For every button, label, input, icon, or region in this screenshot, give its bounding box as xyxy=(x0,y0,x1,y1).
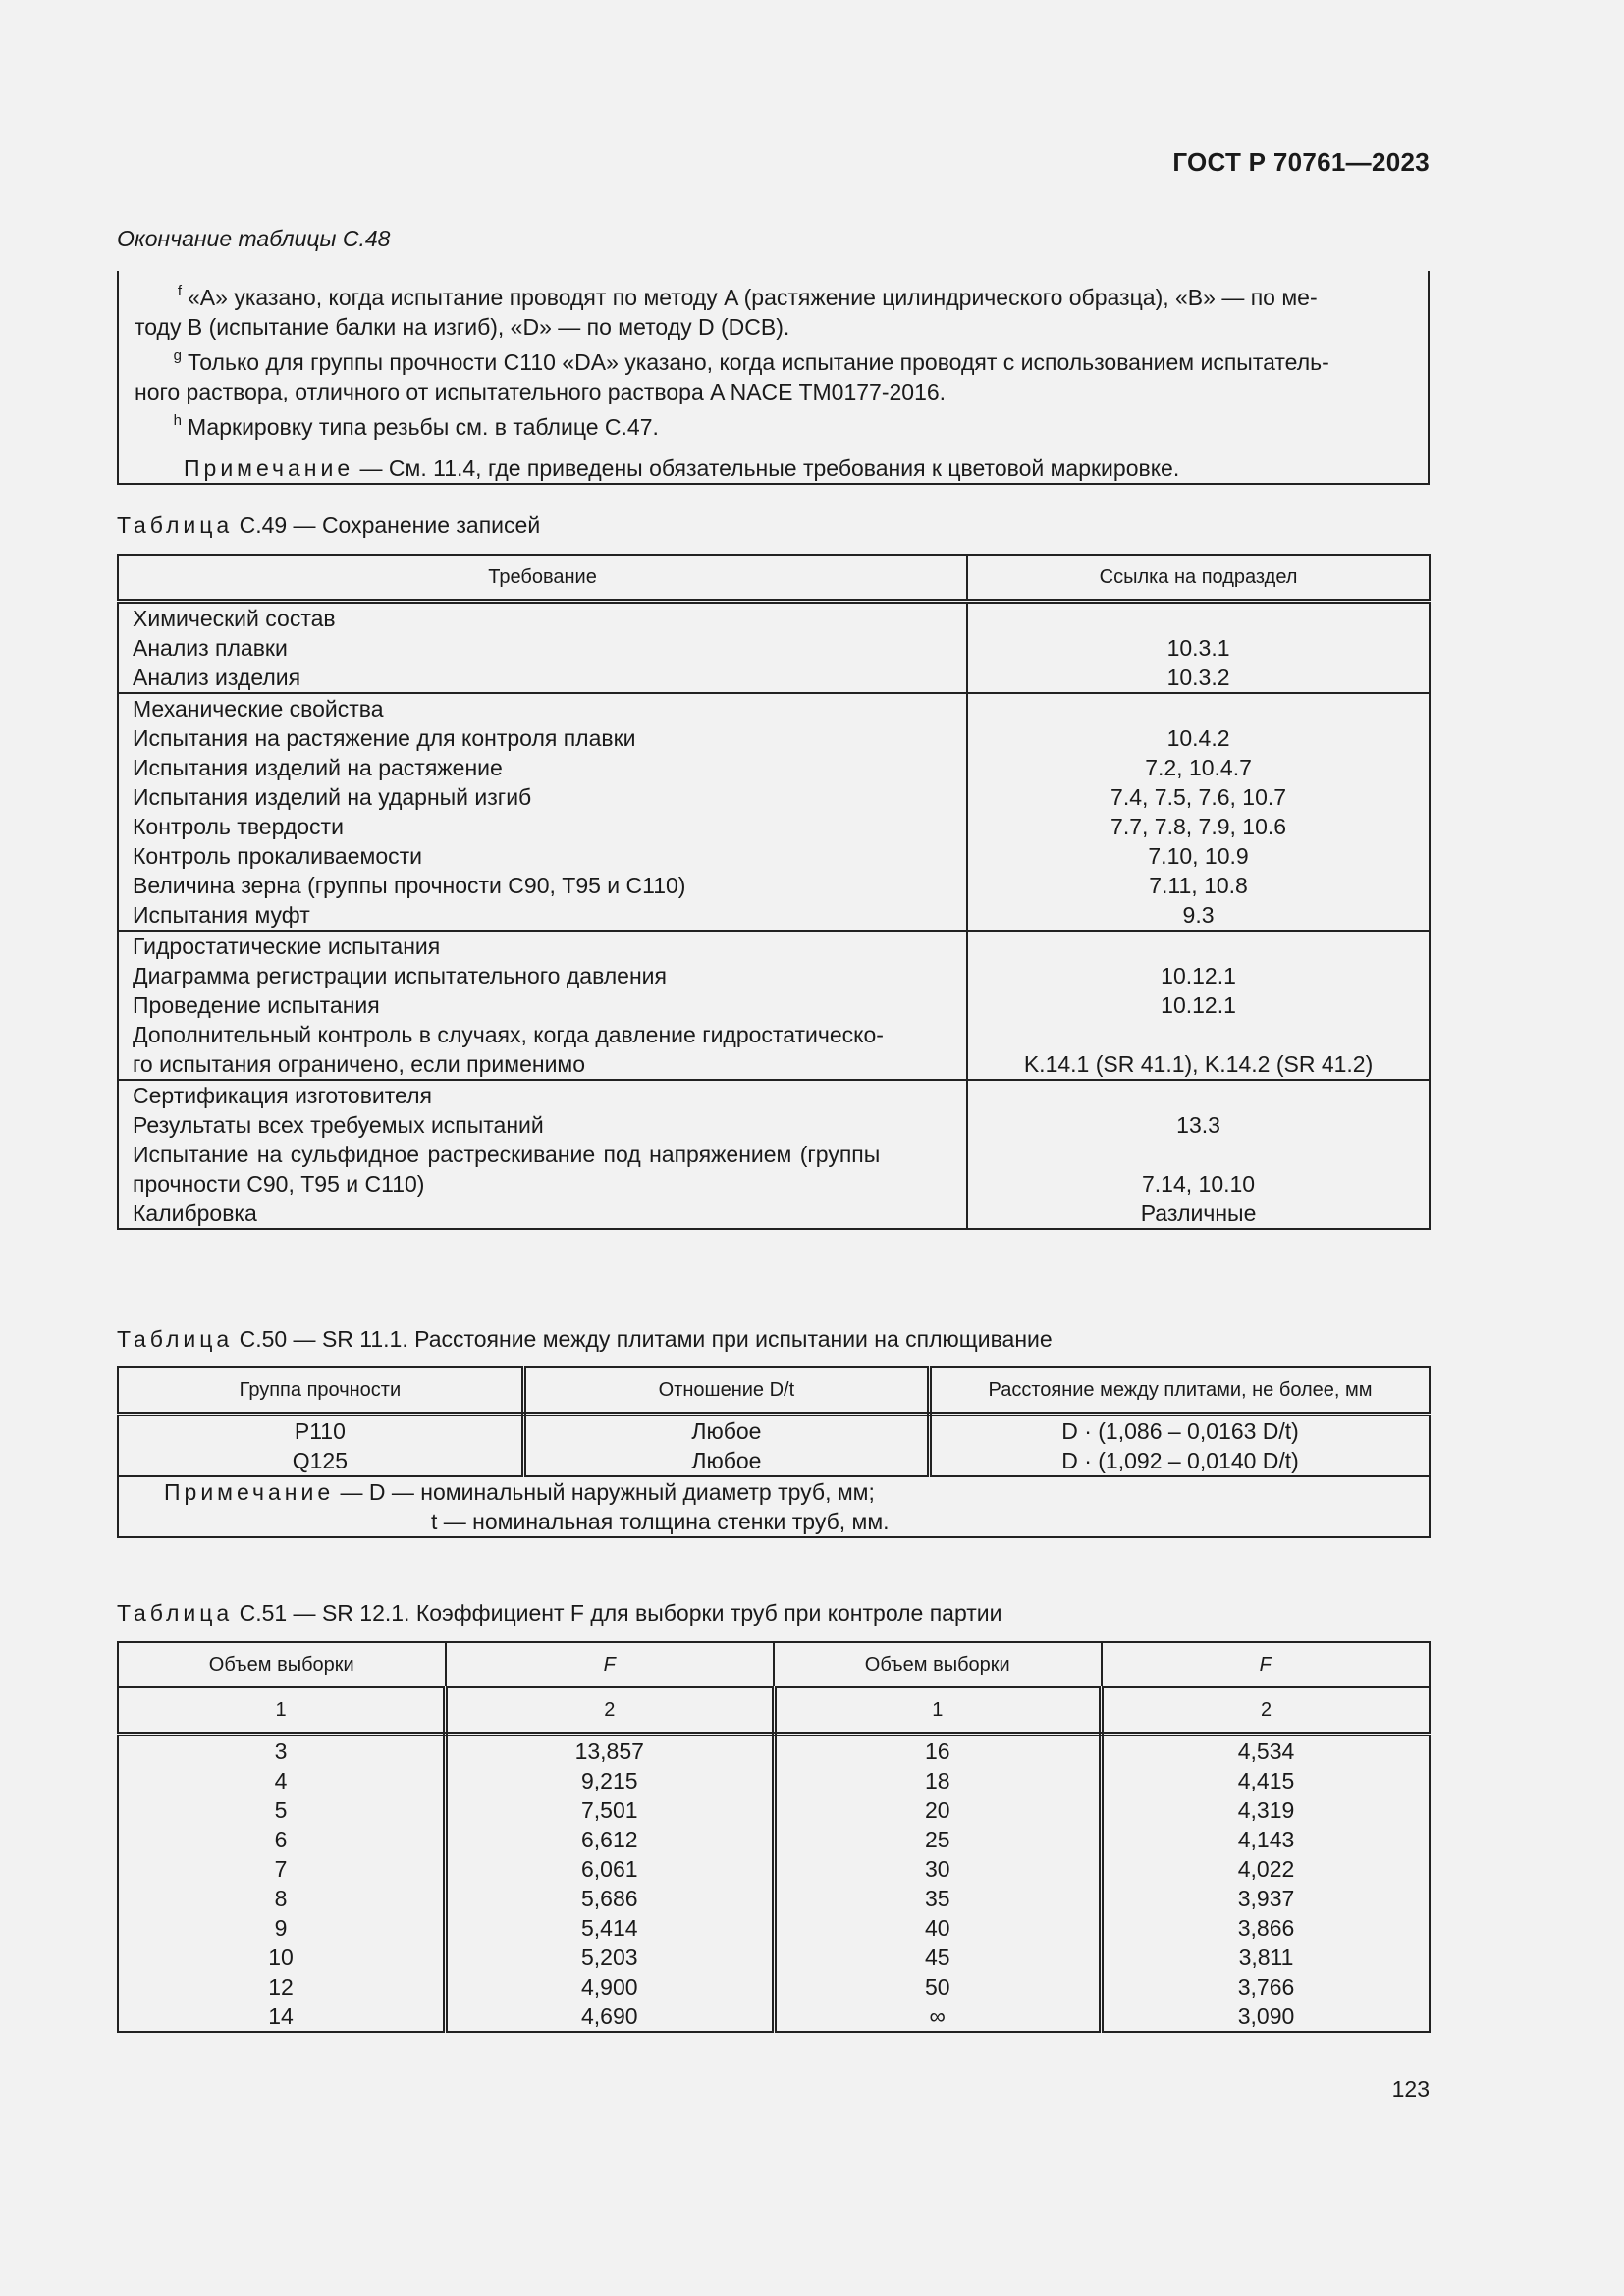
cell-value: 13,857 xyxy=(574,1738,644,1764)
table51 xyxy=(117,1641,1431,2033)
cell-line: Калибровка xyxy=(133,1201,257,1226)
table-header-cell: F xyxy=(1102,1642,1431,1687)
cell-line: Контроль прокаливаемости xyxy=(133,843,422,869)
cell-line: 7.11, 10.8 xyxy=(1149,873,1248,898)
footnote-g xyxy=(135,342,1412,406)
reference-cell xyxy=(967,1080,1430,1229)
cell-line: Любое xyxy=(691,1448,762,1473)
cell-line xyxy=(982,694,1415,723)
cell-line: 10.12.1 xyxy=(1161,963,1236,988)
column-number-cell: 2 xyxy=(446,1687,775,1735)
note-label: Примечание xyxy=(164,1479,335,1505)
cell-value: 4,690 xyxy=(580,2003,638,2029)
cell-value: 9 xyxy=(274,1915,288,1941)
table48-footnotes xyxy=(117,271,1430,485)
column-number-cell: 1 xyxy=(118,1687,446,1735)
cell-value: 20 xyxy=(924,1797,950,1823)
cell-line: Контроль твердости xyxy=(133,814,344,839)
cell-line: Диаграмма регистрации испытательного давления xyxy=(133,963,667,988)
cell-line: 13.3 xyxy=(1176,1112,1220,1138)
cell-line: 7.2, 10.4.7 xyxy=(1145,755,1252,780)
caption-label: Таблица xyxy=(117,512,234,538)
cell-line: Испытания изделий на растяжение xyxy=(133,755,503,780)
cell-value: 16 xyxy=(924,1738,950,1764)
cell-line: Испытания муфт xyxy=(133,902,310,928)
cell-value: 6,061 xyxy=(580,1856,638,1882)
cell-value: 4,900 xyxy=(580,1974,638,2000)
coefficient-column xyxy=(1102,1735,1431,2033)
sample-size-column xyxy=(774,1735,1102,2033)
note-text: — См. 11.4, где приведены обязательные требования к цветовой маркировке. xyxy=(353,455,1180,481)
table50-note xyxy=(118,1476,1430,1537)
footnote-mark: g xyxy=(173,347,182,364)
cell-line: 10.4.2 xyxy=(1166,725,1230,751)
footnote-text: Только для группы прочности С110 «DA» указано, когда испытание проводят с использованием испытатель- xyxy=(188,349,1329,375)
table50-caption xyxy=(117,1326,1053,1353)
cell-value: 5,414 xyxy=(580,1915,638,1941)
cell-value: 10 xyxy=(268,1945,294,1970)
cell-value: 18 xyxy=(924,1768,950,1793)
cell-value: 25 xyxy=(924,1827,950,1852)
table49-caption xyxy=(117,512,540,539)
cell-value: 5 xyxy=(274,1797,288,1823)
column-number-cell: 2 xyxy=(1102,1687,1431,1735)
requirement-cell xyxy=(118,1080,967,1229)
cell-value: 4,143 xyxy=(1237,1827,1295,1852)
footnote-text: «A» указано, когда испытание проводят по методу A (растяжение цилиндрического образца), «B» — по ме- xyxy=(188,285,1318,310)
reference-cell xyxy=(967,693,1430,931)
table-row xyxy=(118,1415,1430,1477)
cell-value: 6,612 xyxy=(580,1827,638,1852)
cell-line: Химический состав xyxy=(133,606,336,631)
distance-cell xyxy=(930,1415,1430,1477)
cell-value: 5,686 xyxy=(580,1886,638,1911)
standard-designation: ГОСТ Р 70761—2023 xyxy=(1172,147,1430,177)
cell-line: K.14.1 (SR 41.1), K.14.2 (SR 41.2) xyxy=(1023,1051,1374,1077)
cell-line: Различные xyxy=(1140,1201,1257,1226)
cell-line: 7.7, 7.8, 7.9, 10.6 xyxy=(1110,814,1287,839)
note-label: Примечание xyxy=(184,455,354,481)
caption-label: Таблица xyxy=(117,1326,234,1352)
footnote-text: тоду B (испытание балки на изгиб), «D» — по методу D (DCB). xyxy=(135,314,790,340)
table-row xyxy=(118,1735,1430,2033)
cell-line xyxy=(982,1020,1415,1049)
cell-line: 7.4, 7.5, 7.6, 10.7 xyxy=(1110,784,1287,810)
cell-value: 35 xyxy=(924,1886,950,1911)
table-header-cell: Отношение D/t xyxy=(523,1367,929,1415)
caption-text: С.50 — SR 11.1. Расстояние между плитами при испытании на сплющивание xyxy=(233,1326,1053,1352)
cell-line: го испытания ограничено, если применимо xyxy=(133,1051,586,1077)
cell-line xyxy=(982,932,1415,961)
cell-line xyxy=(982,1140,1415,1169)
cell-line xyxy=(982,604,1415,633)
cell-line: Дополнительный контроль в случаях, когда давление гидростатическо- xyxy=(133,1022,884,1047)
table48-note xyxy=(135,454,1412,483)
cell-line: P110 xyxy=(294,1418,346,1444)
note-text: — D — номинальный наружный диаметр труб, мм; xyxy=(334,1479,875,1505)
table-continuation-label: Окончание таблицы С.48 xyxy=(117,226,391,251)
table-header-cell: Объем выборки xyxy=(118,1642,446,1687)
cell-line: прочности С90, T95 и С110) xyxy=(133,1171,425,1197)
cell-line: Испытание на сульфидное растрескивание под напряжением (группы xyxy=(133,1142,881,1167)
caption-label: Таблица xyxy=(117,1600,234,1626)
cell-line: 10.3.1 xyxy=(1166,635,1230,661)
cell-line xyxy=(982,1081,1415,1110)
cell-value: 7,501 xyxy=(580,1797,638,1823)
cell-value: 40 xyxy=(924,1915,950,1941)
table-row xyxy=(118,1080,1430,1229)
cell-line: Любое xyxy=(691,1418,762,1444)
cell-value: 30 xyxy=(924,1856,950,1882)
cell-value: 3,866 xyxy=(1237,1915,1295,1941)
cell-value: 3,766 xyxy=(1237,1974,1295,2000)
cell-line: Проведение испытания xyxy=(133,992,380,1018)
table-header-cell: Объем выборки xyxy=(774,1642,1102,1687)
footnote-mark: h xyxy=(173,412,182,429)
page-number: 123 xyxy=(1391,2076,1430,2102)
caption-text: С.49 — Сохранение записей xyxy=(233,512,541,538)
requirement-cell xyxy=(118,693,967,931)
table-header-cell: Ссылка на подраздел xyxy=(967,555,1430,602)
footnote-text: ного раствора, отличного от испытательного раствора A NACE TM0177-2016. xyxy=(135,379,947,404)
footnote-text: Маркировку типа резьбы см. в таблице С.47. xyxy=(188,414,659,440)
table49 xyxy=(117,554,1431,1230)
table-row xyxy=(118,693,1430,931)
table50 xyxy=(117,1366,1431,1538)
strength-group-cell xyxy=(118,1415,523,1477)
cell-line: Сертификация изготовителя xyxy=(133,1083,432,1108)
cell-line: Испытания изделий на ударный изгиб xyxy=(133,784,532,810)
table-row xyxy=(118,931,1430,1080)
table-header-cell: F xyxy=(446,1642,775,1687)
cell-line: Гидростатические испытания xyxy=(133,934,441,959)
cell-value: 45 xyxy=(924,1945,950,1970)
cell-line: Q125 xyxy=(292,1448,349,1473)
cell-line: Анализ плавки xyxy=(133,635,288,661)
cell-value: 5,203 xyxy=(580,1945,638,1970)
table-header-cell: Расстояние между плитами, не более, мм xyxy=(930,1367,1430,1415)
cell-value: 3,811 xyxy=(1238,1945,1294,1970)
sample-size-column xyxy=(118,1735,446,2033)
cell-value: 6 xyxy=(274,1827,288,1852)
cell-line: 7.14, 10.10 xyxy=(1141,1171,1256,1197)
coefficient-column xyxy=(446,1735,775,2033)
footnote-h xyxy=(135,406,1412,442)
cell-value: 4 xyxy=(274,1768,288,1793)
caption-text: С.51 — SR 12.1. Коэффициент F для выборки труб при контроле партии xyxy=(233,1600,1002,1626)
reference-cell xyxy=(967,602,1430,694)
cell-value: 3,090 xyxy=(1237,2003,1295,2029)
cell-value: 4,022 xyxy=(1237,1856,1295,1882)
column-number-cell: 1 xyxy=(774,1687,1102,1735)
cell-value: 4,534 xyxy=(1237,1738,1295,1764)
cell-line: 7.10, 10.9 xyxy=(1148,843,1249,869)
cell-value: 3,937 xyxy=(1237,1886,1295,1911)
footnote-mark: f xyxy=(177,283,182,299)
cell-line: Анализ изделия xyxy=(133,665,301,690)
note-text: t — номинальная толщина стенки труб, мм. xyxy=(431,1509,890,1534)
cell-value: 12 xyxy=(268,1974,294,2000)
table-header-cell: Требование xyxy=(118,555,967,602)
cell-line: Испытания на растяжение для контроля плавки xyxy=(133,725,636,751)
cell-line: 10.3.2 xyxy=(1166,665,1230,690)
table-note-row xyxy=(118,1476,1430,1537)
cell-line: 9.3 xyxy=(1182,902,1215,928)
cell-value: 7 xyxy=(274,1856,288,1882)
cell-line: D · (1,092 – 0,0140 D/t) xyxy=(1061,1448,1299,1473)
footnote-f xyxy=(135,277,1412,342)
cell-line: Величина зерна (группы прочности С90, T95 и С110) xyxy=(133,873,686,898)
cell-line: Механические свойства xyxy=(133,696,384,721)
cell-value: 14 xyxy=(268,2003,294,2029)
table-row xyxy=(118,602,1430,694)
ratio-cell xyxy=(523,1415,929,1477)
reference-cell xyxy=(967,931,1430,1080)
cell-value: 3 xyxy=(274,1738,288,1764)
cell-line: 10.12.1 xyxy=(1161,992,1236,1018)
cell-line: D · (1,086 – 0,0163 D/t) xyxy=(1061,1418,1299,1444)
cell-value: 50 xyxy=(924,1974,950,2000)
cell-value: 9,215 xyxy=(580,1768,638,1793)
cell-value: 4,319 xyxy=(1237,1797,1295,1823)
cell-value: 4,415 xyxy=(1237,1768,1295,1793)
requirement-cell xyxy=(118,931,967,1080)
cell-value: ∞ xyxy=(929,2003,946,2029)
table-header-cell: Группа прочности xyxy=(118,1367,523,1415)
cell-line: Результаты всех требуемых испытаний xyxy=(133,1112,544,1138)
requirement-cell xyxy=(118,602,967,694)
table51-caption xyxy=(117,1600,1001,1627)
cell-value: 8 xyxy=(274,1886,288,1911)
